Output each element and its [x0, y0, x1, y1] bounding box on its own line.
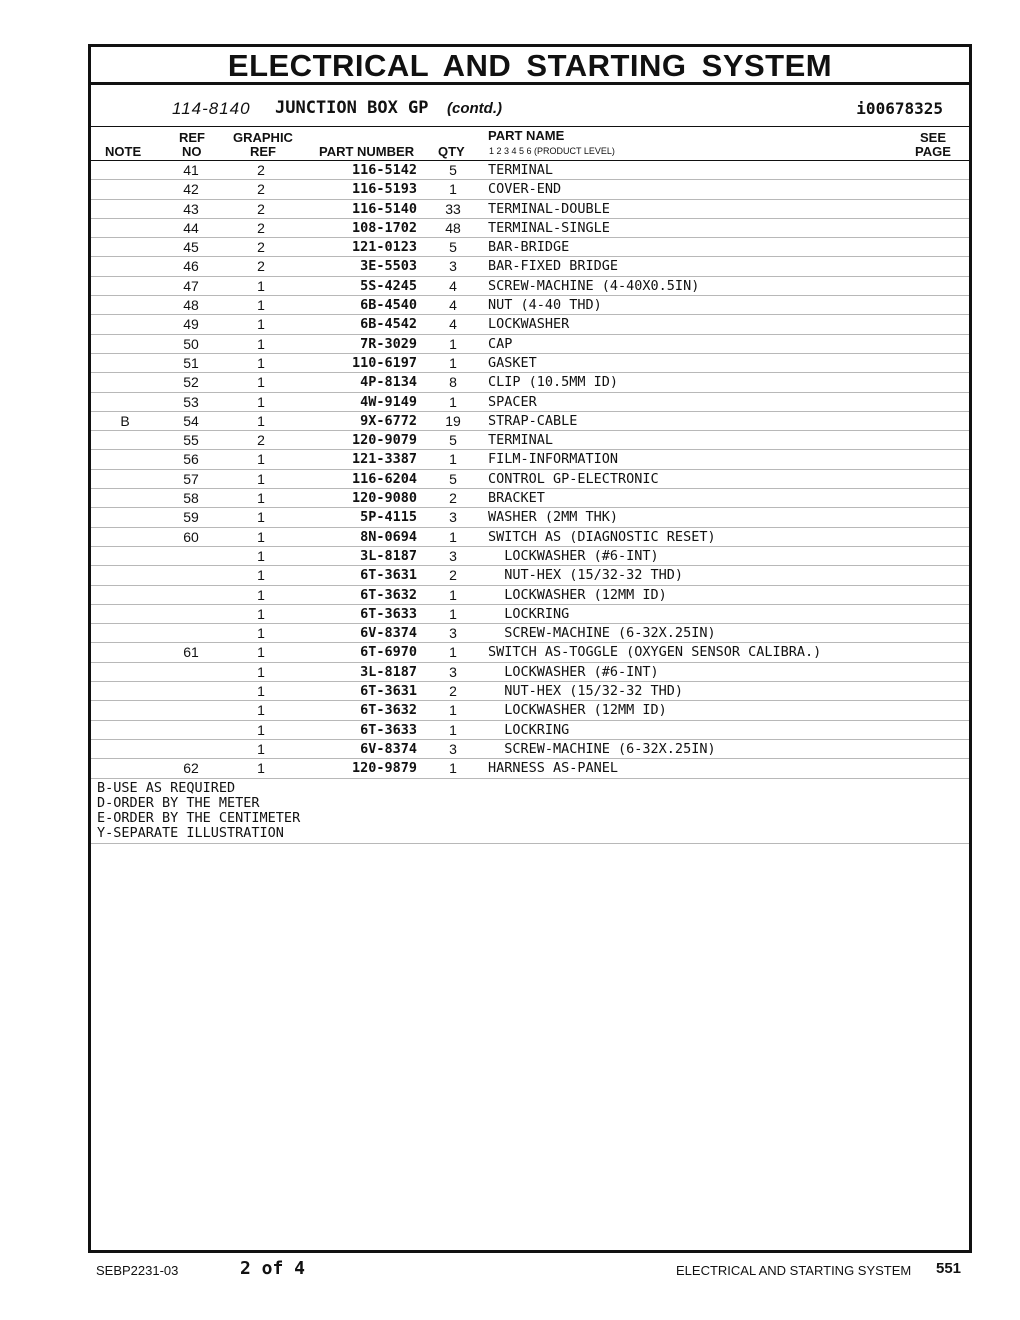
part-number-cell: 6T-3632 [360, 702, 417, 719]
part-name-cell: WASHER (2MM THK) [488, 509, 619, 526]
graphic-ref-cell: 1 [257, 374, 265, 391]
ref-no-cell: 62 [183, 760, 199, 777]
part-name-cell: LOCKWASHER (#6-INT) [488, 663, 659, 680]
qty-cell: 48 [445, 219, 461, 236]
graphic-ref-cell: 1 [257, 297, 265, 314]
qty-cell: 1 [449, 335, 457, 352]
graphic-ref-cell: 1 [257, 528, 265, 545]
graphic-ref-cell: 1 [257, 760, 265, 777]
group-header [91, 85, 969, 127]
qty-cell: 1 [449, 644, 457, 661]
ref-no-cell: 56 [183, 451, 199, 468]
ref-no-cell: 59 [183, 509, 199, 526]
part-number-cell: 110-6197 [351, 354, 417, 371]
document-code: SEBP2231-03 [96, 1263, 179, 1278]
col-see-bottom: PAGE [915, 144, 951, 159]
graphic-ref-cell: 2 [257, 432, 265, 449]
qty-cell: 3 [449, 547, 457, 564]
col-note: NOTE [105, 144, 142, 159]
qty-cell: 1 [449, 760, 457, 777]
table-row [91, 547, 969, 566]
part-name-cell: TERMINAL-DOUBLE [488, 200, 610, 217]
ref-no-cell: 49 [183, 316, 199, 333]
part-name-cell: TERMINAL-SINGLE [488, 219, 610, 236]
ref-no-cell: 51 [183, 354, 199, 371]
graphic-ref-cell: 1 [257, 644, 265, 661]
col-ref-top: REF [179, 130, 205, 145]
qty-cell: 5 [449, 432, 457, 449]
qty-cell: 8 [449, 374, 457, 391]
ref-no-cell: 52 [183, 374, 199, 391]
part-name-cell: CAP [488, 335, 513, 352]
qty-cell: 1 [449, 451, 457, 468]
part-number-cell: 5P-4115 [360, 509, 417, 526]
part-name-cell: SCREW-MACHINE (6-32X.25IN) [488, 625, 716, 642]
table-row [91, 528, 969, 547]
table-row [91, 701, 969, 720]
part-number-cell: 6V-8374 [360, 625, 417, 642]
ref-no-cell: 50 [183, 335, 199, 352]
page-frame [88, 44, 972, 1253]
qty-cell: 3 [449, 258, 457, 275]
graphic-ref-cell: 1 [257, 683, 265, 700]
part-number-cell: 6V-8374 [360, 740, 417, 757]
qty-cell: 1 [449, 393, 457, 410]
graphic-ref-cell: 1 [257, 663, 265, 680]
ref-no-cell: 42 [183, 181, 199, 198]
qty-cell: 5 [449, 162, 457, 178]
qty-cell: 33 [445, 200, 461, 217]
qty-cell: 3 [449, 740, 457, 757]
table-row [91, 489, 969, 508]
part-number-cell: 6T-3631 [360, 683, 417, 700]
qty-cell: 1 [449, 354, 457, 371]
ref-no-cell: 57 [183, 470, 199, 487]
part-number-cell: 6B-4542 [360, 316, 417, 333]
graphic-ref-cell: 1 [257, 567, 265, 584]
table-row [91, 277, 969, 296]
ref-no-cell: 43 [183, 200, 199, 217]
qty-cell: 5 [449, 239, 457, 256]
part-number-cell: 121-3387 [351, 451, 417, 468]
ref-no-cell: 48 [183, 297, 199, 314]
graphic-ref-cell: 1 [257, 490, 265, 507]
graphic-ref-cell: 2 [257, 200, 265, 217]
table-row [91, 296, 969, 315]
part-name-cell: BRACKET [488, 490, 545, 507]
part-name-cell: SCREW-MACHINE (6-32X.25IN) [488, 740, 716, 757]
part-name-cell: NUT-HEX (15/32-32 THD) [488, 567, 684, 584]
part-number-cell: 6T-6970 [360, 644, 417, 661]
qty-cell: 4 [449, 297, 457, 314]
part-number-cell: 108-1702 [351, 219, 417, 236]
graphic-ref-cell: 1 [257, 470, 265, 487]
part-name-cell: SPACER [488, 393, 537, 410]
graphic-ref-cell: 1 [257, 316, 265, 333]
part-name-cell: STRAP-CABLE [488, 412, 578, 429]
table-row [91, 180, 969, 199]
part-number-cell: 116-5193 [351, 181, 417, 198]
ref-no-cell: 44 [183, 219, 199, 236]
table-row [91, 740, 969, 759]
graphic-ref-cell: 1 [257, 721, 265, 738]
part-name-cell: FILM-INFORMATION [488, 451, 619, 468]
table-row [91, 373, 969, 392]
part-number-cell: 7R-3029 [360, 335, 417, 352]
table-row [91, 663, 969, 682]
graphic-ref-cell: 2 [257, 162, 265, 178]
qty-cell: 19 [445, 412, 461, 429]
part-number-cell: 6T-3633 [360, 605, 417, 622]
part-number-cell: 116-5142 [351, 162, 417, 178]
table-row [91, 586, 969, 605]
footer-section-title: ELECTRICAL AND STARTING SYSTEM [676, 1263, 912, 1278]
group-part-number: 114-8140 [172, 99, 251, 118]
qty-cell: 4 [449, 277, 457, 294]
table-row [91, 412, 969, 431]
part-number-cell: 4W-9149 [360, 393, 417, 410]
page-of-pages: 2 of 4 [240, 1258, 306, 1279]
col-qty: QTY [438, 144, 465, 159]
ref-no-cell: 58 [183, 490, 199, 507]
part-number-cell: 6B-4540 [360, 297, 417, 314]
continued-label: (contd.) [447, 100, 502, 117]
note-line: Y-SEPARATE ILLUSTRATION [97, 825, 284, 842]
part-number-cell: 116-6204 [351, 470, 417, 487]
part-name-cell: GASKET [488, 354, 537, 371]
graphic-ref-cell: 1 [257, 547, 265, 564]
note-line: D-ORDER BY THE METER [97, 794, 260, 811]
table-row [91, 682, 969, 701]
table-row [91, 219, 969, 238]
part-number-cell: 6T-3631 [360, 567, 417, 584]
qty-cell: 1 [449, 605, 457, 622]
part-number-cell: 116-5140 [351, 200, 417, 217]
part-name-cell: LOCKWASHER [488, 316, 570, 333]
ref-no-cell: 60 [183, 528, 199, 545]
page-number: 551 [936, 1260, 962, 1277]
graphic-ref-cell: 1 [257, 451, 265, 468]
ref-no-cell: 45 [183, 239, 199, 256]
table-row [91, 200, 969, 219]
qty-cell: 1 [449, 181, 457, 198]
ref-no-cell: 61 [183, 644, 199, 661]
col-product-level: 1 2 3 4 5 6 (PRODUCT LEVEL) [489, 146, 615, 156]
part-number-cell: 3E-5503 [360, 258, 417, 275]
qty-cell: 4 [449, 316, 457, 333]
table-row [91, 335, 969, 354]
qty-cell: 3 [449, 509, 457, 526]
col-graphic-top: GRAPHIC [233, 130, 293, 145]
graphic-ref-cell: 2 [257, 219, 265, 236]
graphic-ref-cell: 1 [257, 586, 265, 603]
part-name-cell: SCREW-MACHINE (4-40X0.5IN) [488, 277, 700, 294]
col-see-top: SEE [920, 130, 947, 145]
part-number-cell: 120-9879 [351, 760, 417, 777]
part-name-cell: BAR-BRIDGE [488, 239, 570, 256]
qty-cell: 3 [449, 625, 457, 642]
part-name-cell: HARNESS AS-PANEL [488, 760, 619, 777]
table-row [91, 759, 969, 778]
graphic-ref-cell: 2 [257, 258, 265, 275]
table-row [91, 354, 969, 373]
part-name-cell: CONTROL GP-ELECTRONIC [488, 470, 659, 487]
part-number-cell: 5S-4245 [360, 277, 417, 294]
qty-cell: 2 [449, 567, 457, 584]
graphic-ref-cell: 1 [257, 625, 265, 642]
part-number-cell: 6T-3632 [360, 586, 417, 603]
qty-cell: 2 [449, 683, 457, 700]
qty-cell: 1 [449, 721, 457, 738]
part-name-cell: LOCKWASHER (#6-INT) [488, 547, 659, 564]
note-line: E-ORDER BY THE CENTIMETER [97, 809, 301, 826]
table-row [91, 238, 969, 257]
graphic-ref-cell: 1 [257, 335, 265, 352]
note-cell: B [120, 412, 130, 429]
part-name-cell: TERMINAL [488, 432, 554, 449]
table-row [91, 257, 969, 276]
ref-no-cell: 47 [183, 277, 199, 294]
table-row [91, 450, 969, 469]
graphic-ref-cell: 1 [257, 393, 265, 410]
part-name-cell: CLIP (10.5MM ID) [488, 374, 619, 391]
parts-table [91, 161, 969, 779]
table-row [91, 508, 969, 527]
graphic-ref-cell: 2 [257, 181, 265, 198]
part-name-cell: NUT-HEX (15/32-32 THD) [488, 683, 684, 700]
qty-cell: 1 [449, 586, 457, 603]
table-row [91, 431, 969, 450]
graphic-ref-cell: 1 [257, 605, 265, 622]
ref-no-cell: 41 [183, 162, 199, 178]
part-name-cell: NUT (4-40 THD) [488, 297, 602, 314]
qty-cell: 1 [449, 702, 457, 719]
table-row [91, 315, 969, 334]
graphic-ref-cell: 1 [257, 354, 265, 371]
col-part-name: PART NAME [488, 128, 565, 143]
col-part-number: PART NUMBER [319, 144, 415, 159]
table-row [91, 470, 969, 489]
part-number-cell: 3L-8187 [360, 547, 417, 564]
graphic-ref-cell: 1 [257, 277, 265, 294]
part-number-cell: 6T-3633 [360, 721, 417, 738]
graphic-ref-cell: 1 [257, 509, 265, 526]
table-row [91, 643, 969, 662]
ref-no-cell: 54 [183, 412, 199, 429]
page-title: ELECTRICAL AND STARTING SYSTEM [91, 47, 969, 85]
part-name-cell: COVER-END [488, 181, 562, 198]
col-graphic-bottom: REF [250, 144, 276, 159]
part-name-cell: SWITCH AS (DIAGNOSTIC RESET) [488, 528, 716, 545]
col-ref-bottom: NO [182, 144, 202, 159]
qty-cell: 1 [449, 528, 457, 545]
qty-cell: 3 [449, 663, 457, 680]
graphic-ref-cell: 2 [257, 239, 265, 256]
table-row [91, 161, 969, 180]
illustration-id: i00678325 [856, 99, 943, 118]
note-line: B-USE AS REQUIRED [97, 779, 236, 796]
notes-legend [91, 779, 969, 845]
part-number-cell: 120-9079 [351, 432, 417, 449]
column-header-row [91, 127, 969, 161]
part-number-cell: 3L-8187 [360, 663, 417, 680]
part-number-cell: 121-0123 [351, 239, 417, 256]
graphic-ref-cell: 1 [257, 740, 265, 757]
part-name-cell: LOCKWASHER (12MM ID) [488, 702, 667, 719]
ref-no-cell: 53 [183, 393, 199, 410]
graphic-ref-cell: 1 [257, 702, 265, 719]
part-name-cell: BAR-FIXED BRIDGE [488, 258, 619, 275]
table-row [91, 566, 969, 585]
table-row [91, 605, 969, 624]
page-footer [0, 1258, 1020, 1286]
part-number-cell: 9X-6772 [360, 412, 417, 429]
ref-no-cell: 46 [183, 258, 199, 275]
qty-cell: 5 [449, 470, 457, 487]
qty-cell: 2 [449, 490, 457, 507]
table-row [91, 721, 969, 740]
table-row [91, 393, 969, 412]
group-name: JUNCTION BOX GP [275, 98, 429, 118]
part-number-cell: 120-9080 [351, 490, 417, 507]
part-number-cell: 8N-0694 [360, 528, 417, 545]
part-name-cell: SWITCH AS-TOGGLE (OXYGEN SENSOR CALIBRA.) [488, 644, 822, 661]
part-number-cell: 4P-8134 [360, 374, 417, 391]
graphic-ref-cell: 1 [257, 412, 265, 429]
ref-no-cell: 55 [183, 432, 199, 449]
part-name-cell: LOCKWASHER (12MM ID) [488, 586, 667, 603]
part-name-cell: LOCKRING [488, 605, 570, 622]
part-name-cell: TERMINAL [488, 162, 554, 178]
part-name-cell: LOCKRING [488, 721, 570, 738]
table-row [91, 624, 969, 643]
